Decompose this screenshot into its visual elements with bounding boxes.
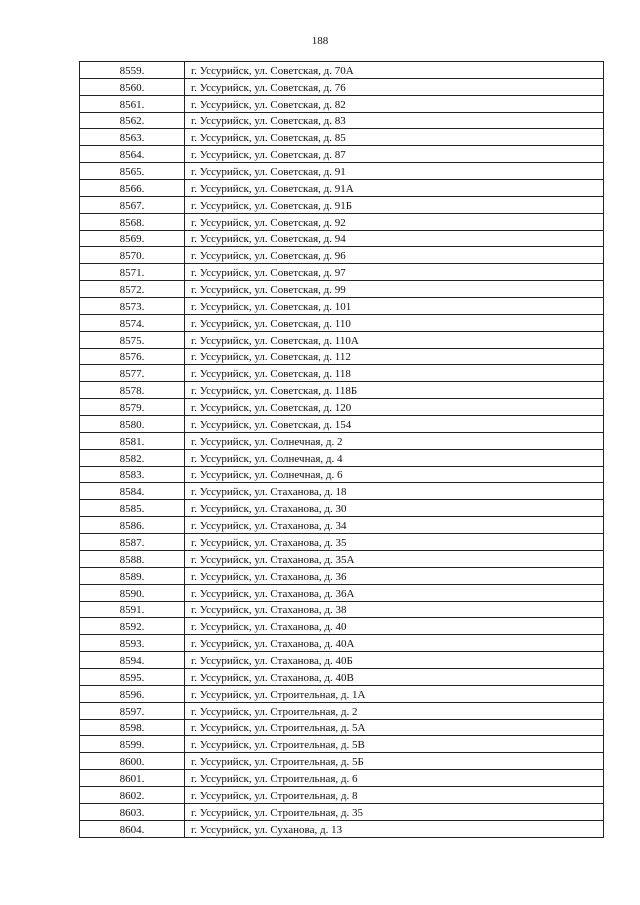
address-table-body <box>80 62 604 838</box>
row-address: г. Уссурийск, ул. Советская, д. 101 <box>185 298 604 315</box>
row-address: г. Уссурийск, ул. Советская, д. 97 <box>185 264 604 281</box>
table-row <box>80 382 604 399</box>
table-row <box>80 416 604 433</box>
row-address: г. Уссурийск, ул. Стаханова, д. 36А <box>185 584 604 601</box>
table-row <box>80 550 604 567</box>
row-number: 8565. <box>80 163 185 180</box>
table-row <box>80 567 604 584</box>
row-number: 8583. <box>80 466 185 483</box>
row-address: г. Уссурийск, ул. Стаханова, д. 35 <box>185 534 604 551</box>
row-number: 8592. <box>80 618 185 635</box>
row-number: 8574. <box>80 314 185 331</box>
row-address: г. Уссурийск, ул. Советская, д. 70А <box>185 62 604 79</box>
table-row <box>80 770 604 787</box>
row-number: 8604. <box>80 820 185 837</box>
table-row <box>80 803 604 820</box>
table-row <box>80 652 604 669</box>
row-number: 8593. <box>80 635 185 652</box>
row-number: 8559. <box>80 62 185 79</box>
row-number: 8562. <box>80 112 185 129</box>
row-address: г. Уссурийск, ул. Стаханова, д. 35А <box>185 550 604 567</box>
table-row <box>80 466 604 483</box>
table-row <box>80 517 604 534</box>
row-address: г. Уссурийск, ул. Стаханова, д. 18 <box>185 483 604 500</box>
row-number: 8591. <box>80 601 185 618</box>
table-row <box>80 432 604 449</box>
row-address: г. Уссурийск, ул. Советская, д. 94 <box>185 230 604 247</box>
row-number: 8564. <box>80 146 185 163</box>
table-row <box>80 736 604 753</box>
row-number: 8572. <box>80 281 185 298</box>
table-row <box>80 95 604 112</box>
row-number: 8576. <box>80 348 185 365</box>
row-address: г. Уссурийск, ул. Строительная, д. 6 <box>185 770 604 787</box>
table-row <box>80 331 604 348</box>
row-number: 8603. <box>80 803 185 820</box>
row-number: 8601. <box>80 770 185 787</box>
table-row <box>80 483 604 500</box>
table-row <box>80 601 604 618</box>
row-number: 8570. <box>80 247 185 264</box>
row-address: г. Уссурийск, ул. Строительная, д. 5Б <box>185 753 604 770</box>
row-number: 8571. <box>80 264 185 281</box>
table-row <box>80 281 604 298</box>
row-number: 8582. <box>80 449 185 466</box>
row-number: 8573. <box>80 298 185 315</box>
row-number: 8569. <box>80 230 185 247</box>
row-number: 8563. <box>80 129 185 146</box>
row-address: г. Уссурийск, ул. Советская, д. 76 <box>185 78 604 95</box>
table-row <box>80 264 604 281</box>
row-address: г. Уссурийск, ул. Советская, д. 85 <box>185 129 604 146</box>
row-number: 8561. <box>80 95 185 112</box>
table-row <box>80 399 604 416</box>
row-address: г. Уссурийск, ул. Советская, д. 110А <box>185 331 604 348</box>
row-number: 8588. <box>80 550 185 567</box>
table-row <box>80 314 604 331</box>
table-row <box>80 719 604 736</box>
row-address: г. Уссурийск, ул. Стаханова, д. 38 <box>185 601 604 618</box>
row-address: г. Уссурийск, ул. Советская, д. 99 <box>185 281 604 298</box>
row-address: г. Уссурийск, ул. Стаханова, д. 40А <box>185 635 604 652</box>
row-address: г. Уссурийск, ул. Строительная, д. 8 <box>185 786 604 803</box>
address-table <box>79 61 604 838</box>
row-address: г. Уссурийск, ул. Стаханова, д. 34 <box>185 517 604 534</box>
row-number: 8575. <box>80 331 185 348</box>
row-number: 8590. <box>80 584 185 601</box>
table-row <box>80 247 604 264</box>
row-number: 8560. <box>80 78 185 95</box>
row-address: г. Уссурийск, ул. Советская, д. 91Б <box>185 196 604 213</box>
row-address: г. Уссурийск, ул. Стаханова, д. 36 <box>185 567 604 584</box>
table-row <box>80 618 604 635</box>
row-address: г. Уссурийск, ул. Советская, д. 91А <box>185 180 604 197</box>
table-row <box>80 534 604 551</box>
table-row <box>80 500 604 517</box>
row-address: г. Уссурийск, ул. Строительная, д. 35 <box>185 803 604 820</box>
table-row <box>80 112 604 129</box>
row-number: 8581. <box>80 432 185 449</box>
table-row <box>80 365 604 382</box>
row-number: 8578. <box>80 382 185 399</box>
row-address: г. Уссурийск, ул. Стаханова, д. 40В <box>185 668 604 685</box>
table-row <box>80 129 604 146</box>
table-row <box>80 196 604 213</box>
table-row <box>80 584 604 601</box>
row-address: г. Уссурийск, ул. Советская, д. 110 <box>185 314 604 331</box>
row-address: г. Уссурийск, ул. Советская, д. 120 <box>185 399 604 416</box>
row-address: г. Уссурийск, ул. Стаханова, д. 40Б <box>185 652 604 669</box>
row-address: г. Уссурийск, ул. Советская, д. 87 <box>185 146 604 163</box>
row-address: г. Уссурийск, ул. Советская, д. 91 <box>185 163 604 180</box>
table-row <box>80 146 604 163</box>
row-number: 8584. <box>80 483 185 500</box>
table-row <box>80 230 604 247</box>
row-number: 8587. <box>80 534 185 551</box>
table-row <box>80 78 604 95</box>
row-number: 8579. <box>80 399 185 416</box>
table-row <box>80 348 604 365</box>
table-row <box>80 163 604 180</box>
table-row <box>80 753 604 770</box>
row-address: г. Уссурийск, ул. Советская, д. 118Б <box>185 382 604 399</box>
row-address: г. Уссурийск, ул. Строительная, д. 5В <box>185 736 604 753</box>
table-row <box>80 786 604 803</box>
row-address: г. Уссурийск, ул. Строительная, д. 1А <box>185 685 604 702</box>
row-number: 8597. <box>80 702 185 719</box>
row-address: г. Уссурийск, ул. Строительная, д. 2 <box>185 702 604 719</box>
row-number: 8600. <box>80 753 185 770</box>
row-number: 8566. <box>80 180 185 197</box>
row-address: г. Уссурийск, ул. Советская, д. 92 <box>185 213 604 230</box>
table-row <box>80 62 604 79</box>
row-number: 8577. <box>80 365 185 382</box>
row-address: г. Уссурийск, ул. Советская, д. 96 <box>185 247 604 264</box>
row-address: г. Уссурийск, ул. Солнечная, д. 4 <box>185 449 604 466</box>
page-number: 188 <box>311 35 329 47</box>
row-address: г. Уссурийск, ул. Суханова, д. 13 <box>185 820 604 837</box>
table-row <box>80 685 604 702</box>
table-row <box>80 449 604 466</box>
row-number: 8568. <box>80 213 185 230</box>
row-number: 8594. <box>80 652 185 669</box>
row-number: 8602. <box>80 786 185 803</box>
row-address: г. Уссурийск, ул. Советская, д. 82 <box>185 95 604 112</box>
row-number: 8567. <box>80 196 185 213</box>
row-address: г. Уссурийск, ул. Солнечная, д. 6 <box>185 466 604 483</box>
row-number: 8599. <box>80 736 185 753</box>
table-row <box>80 635 604 652</box>
row-address: г. Уссурийск, ул. Советская, д. 118 <box>185 365 604 382</box>
row-number: 8585. <box>80 500 185 517</box>
row-number: 8586. <box>80 517 185 534</box>
row-address: г. Уссурийск, ул. Солнечная, д. 2 <box>185 432 604 449</box>
row-address: г. Уссурийск, ул. Строительная, д. 5А <box>185 719 604 736</box>
table-row <box>80 702 604 719</box>
row-number: 8580. <box>80 416 185 433</box>
table-row <box>80 820 604 837</box>
row-number: 8598. <box>80 719 185 736</box>
row-address: г. Уссурийск, ул. Стаханова, д. 30 <box>185 500 604 517</box>
row-number: 8596. <box>80 685 185 702</box>
row-address: г. Уссурийск, ул. Стаханова, д. 40 <box>185 618 604 635</box>
row-number: 8589. <box>80 567 185 584</box>
row-address: г. Уссурийск, ул. Советская, д. 154 <box>185 416 604 433</box>
table-row <box>80 298 604 315</box>
table-row <box>80 180 604 197</box>
table-row <box>80 668 604 685</box>
row-address: г. Уссурийск, ул. Советская, д. 83 <box>185 112 604 129</box>
row-address: г. Уссурийск, ул. Советская, д. 112 <box>185 348 604 365</box>
row-number: 8595. <box>80 668 185 685</box>
table-row <box>80 213 604 230</box>
